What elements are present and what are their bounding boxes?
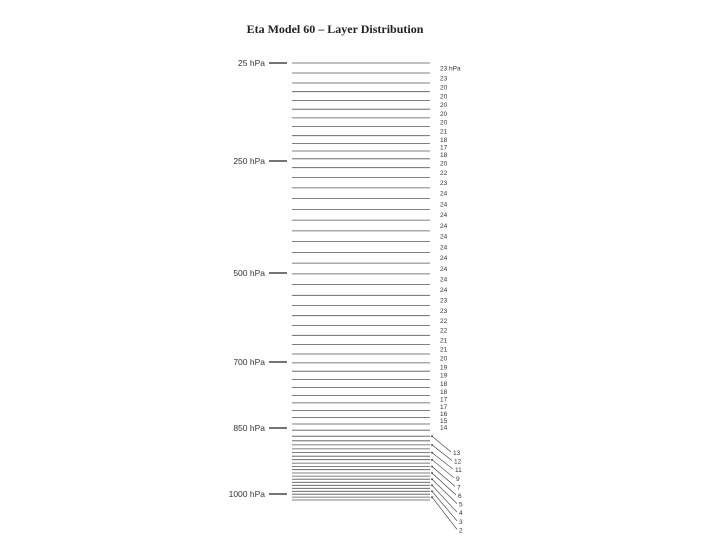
layer-thickness-label: 20: [440, 355, 448, 363]
layer-leader-line: [432, 491, 457, 521]
bottom-layer-number: 7: [457, 484, 461, 492]
layer-thickness-label: 24: [440, 244, 448, 252]
layer-thickness-label: 17: [440, 404, 448, 411]
layer-thickness-label: 23: [440, 307, 448, 315]
layer-leader-line: [432, 485, 457, 512]
figure-title: Eta Model 60 – Layer Distribution: [246, 22, 424, 36]
leader-dot: [431, 484, 433, 486]
layer-thickness-label: 23 hPa: [440, 65, 461, 73]
bottom-layer-number: 11: [455, 467, 462, 475]
layer-thickness-label: 19: [440, 372, 448, 380]
layer-thickness-label: 21: [440, 128, 448, 136]
layer-thickness-label: 20: [440, 93, 448, 101]
leader-dot: [431, 459, 433, 461]
layer-thickness-label: 18: [440, 388, 448, 396]
layer-thickness-label: 16: [440, 411, 448, 419]
bottom-layer-number: 13: [453, 450, 461, 457]
leader-dot: [431, 490, 433, 492]
layer-thickness-label: 24: [440, 190, 448, 198]
layer-thickness-label: 20: [440, 102, 448, 110]
pressure-level-label: 25 hPa: [238, 58, 265, 68]
layer-thickness-labels: [440, 65, 461, 431]
bottom-layer-number: 5: [459, 501, 463, 509]
layer-thickness-label: 20: [440, 119, 448, 127]
layer-thickness-label: 21: [440, 346, 448, 354]
layer-thickness-label: 22: [440, 169, 448, 177]
bottom-layer-number: 2: [459, 527, 463, 535]
leader-dot: [431, 466, 433, 468]
layer-thickness-label: 21: [440, 337, 448, 345]
layer-thickness-label: 19: [440, 364, 448, 372]
layer-thickness-label: 15: [440, 418, 448, 425]
layer-thickness-label: 17: [440, 396, 448, 404]
pressure-level-label: 850 hPa: [233, 423, 265, 433]
pressure-level-label: 1000 hPa: [228, 489, 265, 499]
leader-dot: [431, 444, 433, 446]
pressure-level-label: 250 hPa: [233, 156, 265, 166]
layer-thickness-label: 24: [440, 255, 448, 263]
bottom-layer-number: 9: [456, 475, 460, 483]
layer-thickness-label: 22: [440, 317, 448, 325]
leader-dot: [431, 472, 433, 474]
bottom-layer-number: 12: [454, 458, 462, 466]
pressure-level-label: 500 hPa: [233, 268, 265, 278]
layer-thickness-label: 17: [440, 144, 448, 152]
layer-thickness-label: 23: [440, 180, 448, 187]
pressure-axis: [229, 58, 287, 499]
layer-thickness-label: 24: [440, 287, 448, 295]
leader-dot: [431, 452, 433, 454]
layer-thickness-label: 18: [440, 137, 448, 144]
leader-dot: [431, 478, 433, 480]
layer-thickness-label: 22: [440, 327, 448, 335]
bottom-layer-labels: [431, 435, 463, 534]
leader-dot: [431, 435, 433, 437]
layer-thickness-label: 18: [440, 152, 448, 160]
bottom-layer-number: 6: [458, 493, 462, 500]
layer-thickness-label: 18: [440, 380, 448, 388]
layer-thickness-label: 23: [440, 297, 448, 305]
leader-dot: [431, 496, 433, 498]
bottom-layer-number: 4: [459, 510, 463, 518]
layer-leader-line: [432, 497, 457, 529]
layer-leader-line: [432, 460, 454, 478]
pressure-level-label: 700 hPa: [233, 357, 265, 367]
layer-lines: [292, 63, 430, 500]
layer-thickness-label: 24: [440, 276, 448, 284]
layer-thickness-label: 20: [440, 110, 448, 118]
layer-thickness-label: 20: [440, 160, 448, 168]
layer-thickness-label: 24: [440, 265, 448, 273]
bottom-layer-number: 3: [459, 518, 463, 526]
layer-thickness-label: 24: [440, 233, 448, 241]
layer-thickness-label: 24: [440, 212, 448, 220]
layer-thickness-label: 23: [440, 75, 448, 83]
layer-leader-line: [432, 453, 453, 470]
layer-leader-line: [432, 445, 452, 461]
layer-thickness-label: 24: [440, 201, 448, 209]
layer-thickness-label: 14: [440, 424, 448, 432]
layer-thickness-label: 24: [440, 222, 448, 230]
layer-leader-line: [432, 436, 451, 452]
layer-leader-line: [432, 479, 457, 503]
layer-thickness-label: 20: [440, 84, 448, 92]
